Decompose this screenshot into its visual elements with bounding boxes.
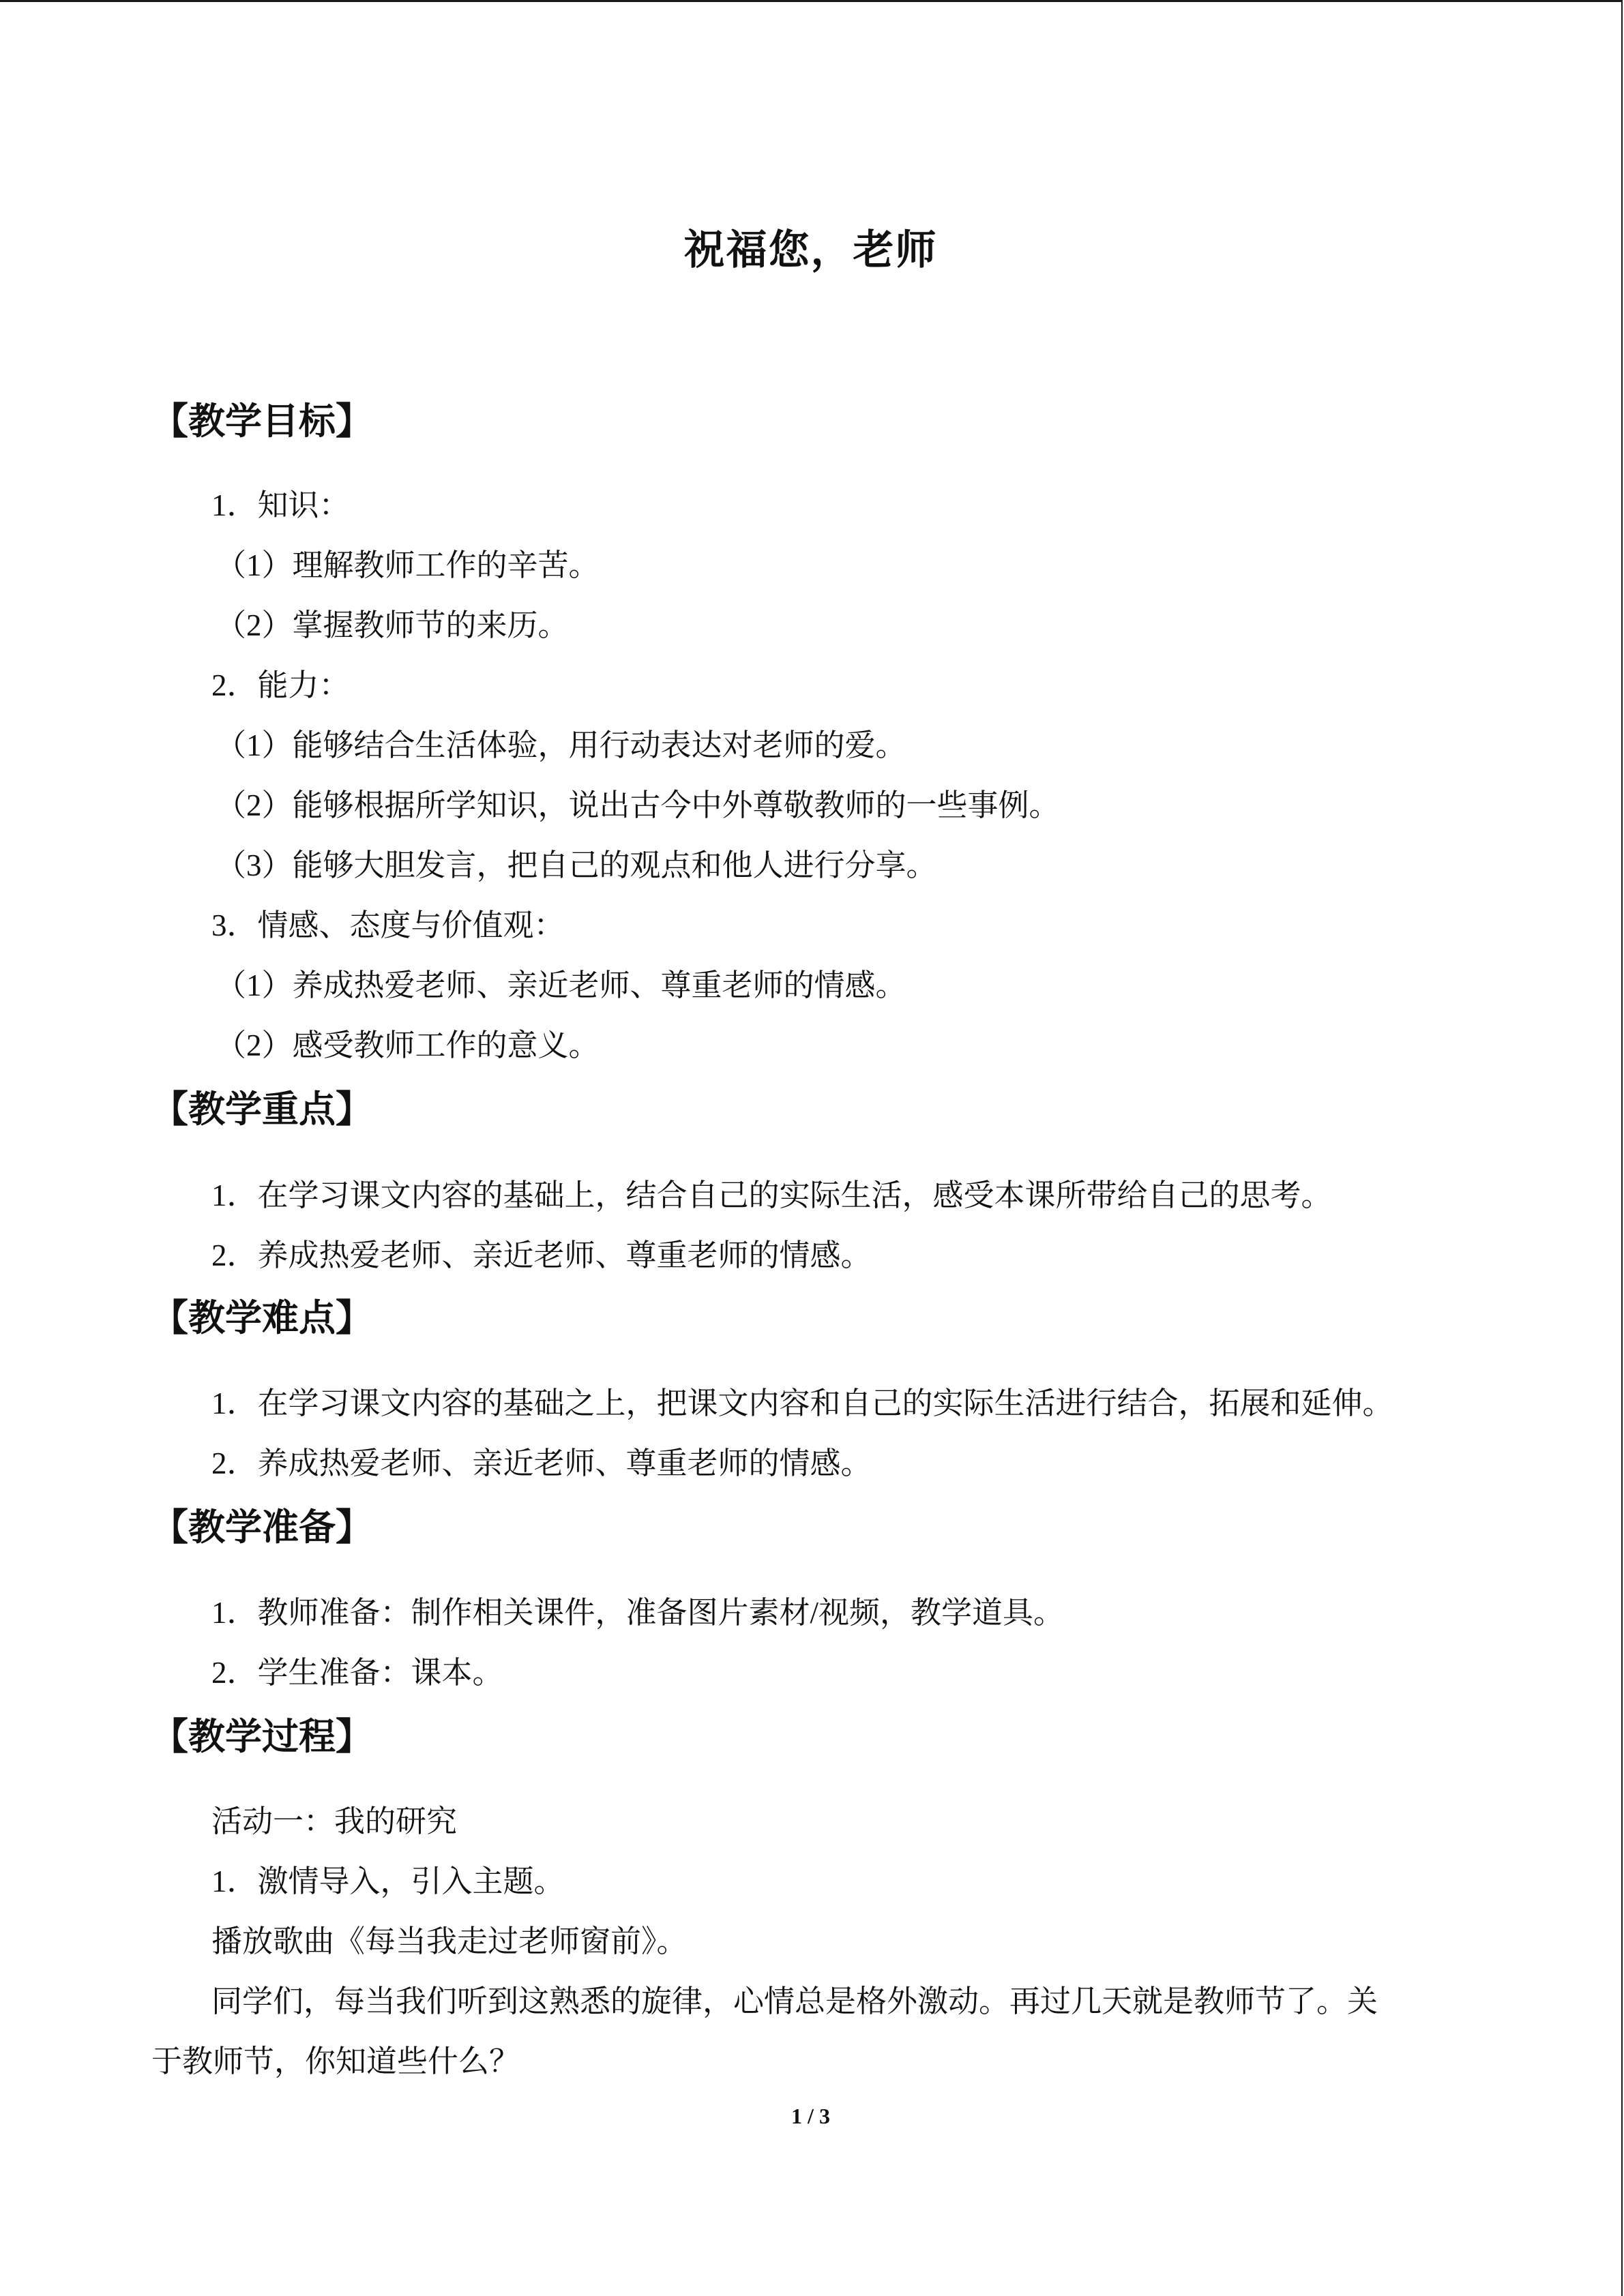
section-heading-preparation: 【教学准备】 (151, 1506, 372, 1549)
key-point-line: 2．养成热爱老师、亲近老师、尊重老师的情感。 (211, 1238, 872, 1272)
objective-line: 3．情感、态度与价值观： (211, 908, 565, 942)
document-title: 祝福您，老师 (683, 226, 938, 274)
section-heading-process: 【教学过程】 (151, 1715, 372, 1758)
preparation-line: 2．学生准备：课本。 (211, 1656, 503, 1690)
process-line: 同学们，每当我们听到这熟悉的旋律，心情总是格外激动。再过几天就是教师节了。关 (211, 1984, 1378, 2018)
process-line: 于教师节，你知道些什么？ (151, 2044, 520, 2078)
objective-line: 2．能力： (211, 668, 350, 702)
difficulty-line: 1．在学习课文内容的基础之上，把课文内容和自己的实际生活进行结合，拓展和延伸。 (211, 1386, 1393, 1420)
objective-line: （3）能够大胆发言，把自己的观点和他人进行分享。 (216, 848, 937, 882)
objective-line: （2）感受教师工作的意义。 (216, 1028, 600, 1062)
preparation-line: 1．教师准备：制作相关课件，准备图片素材/视频，教学道具。 (211, 1596, 1065, 1630)
objective-line: （2）掌握教师节的来历。 (216, 608, 569, 642)
objective-line: （1）理解教师工作的辛苦。 (216, 548, 600, 582)
objective-line: （2）能够根据所学知识，说出古今中外尊敬教师的一些事例。 (216, 788, 1060, 822)
process-line: 播放歌曲《每当我走过老师窗前》。 (211, 1924, 688, 1958)
difficulty-line: 2．养成热爱老师、亲近老师、尊重老师的情感。 (211, 1446, 872, 1480)
objective-line: 1．知识： (211, 488, 350, 522)
process-line: 1．激情导入，引入主题。 (211, 1864, 565, 1898)
objective-line: （1）能够结合生活体验，用行动表达对老师的爱。 (216, 728, 906, 762)
section-heading-difficulties: 【教学难点】 (151, 1296, 372, 1339)
page-number: 1 / 3 (791, 2104, 830, 2128)
section-heading-key-points: 【教学重点】 (151, 1088, 372, 1131)
objective-line: （1）养成热爱老师、亲近老师、尊重老师的情感。 (216, 968, 906, 1002)
key-point-line: 1．在学习课文内容的基础上，结合自己的实际生活，感受本课所带给自己的思考。 (211, 1178, 1332, 1212)
process-line: 活动一：我的研究 (211, 1804, 458, 1838)
section-heading-objectives: 【教学目标】 (151, 400, 372, 443)
